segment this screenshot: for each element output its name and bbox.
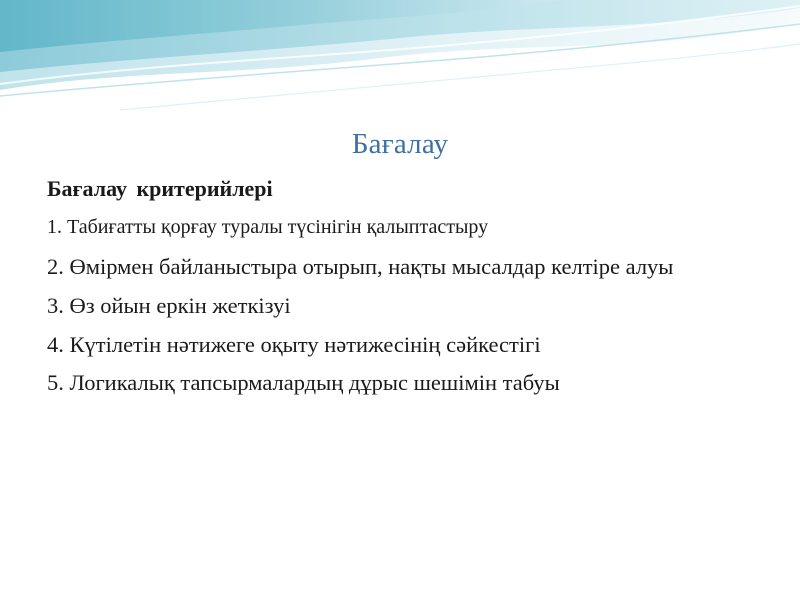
wave-header-decoration	[0, 0, 800, 130]
criteria-heading: Бағалау критерийлері	[47, 176, 273, 201]
slide-content	[47, 176, 747, 407]
criteria-item-5: 5. Логикалық тапсырмалардың дұрыс шешімін табуы	[47, 370, 560, 396]
criteria-item-1: 1. Табиғатты қорғау туралы түсінігін қалыптастыру	[47, 216, 489, 238]
criteria-item-2: 2. Өмірмен байланыстыра отырып, нақты мысалдар келтіре алуы	[47, 254, 674, 280]
criteria-item-4: 4. Күтілетін нәтижеге оқыту нәтижесінің сәйкестігі	[47, 331, 541, 357]
slide-title: Бағалау	[351, 128, 449, 160]
criteria-item-3: 3. Өз ойын еркін жеткізуі	[47, 293, 291, 319]
criteria-list	[47, 214, 747, 398]
